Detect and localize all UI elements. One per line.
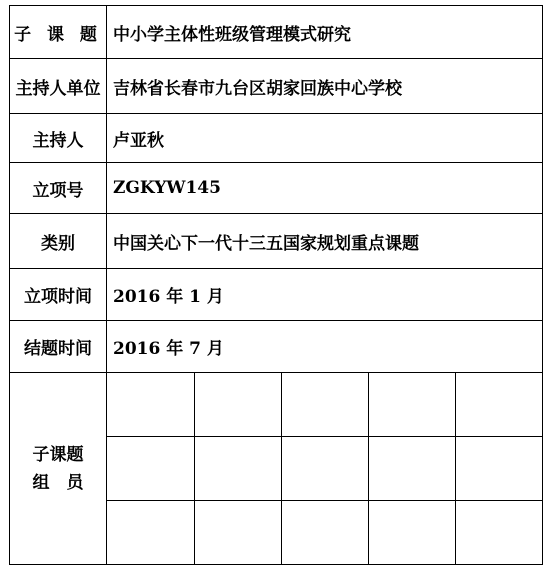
row-members (10, 373, 543, 565)
members-grid (107, 373, 542, 564)
members-grid-row (107, 437, 542, 501)
value-host-unit: 吉林省长春市九台区胡家回族中心学校 (107, 59, 543, 114)
row-subtopic (10, 6, 543, 59)
row-category (10, 214, 543, 269)
label-members-line2: 组 员 (32, 472, 84, 493)
label-project-number: 立项号 (10, 163, 107, 214)
row-host-unit (10, 59, 543, 114)
value-project-number: ZGKYW145 (107, 163, 543, 214)
label-members-line1: 子课题 (32, 444, 84, 465)
member-cell (281, 373, 368, 437)
label-end-date: 结题时间 (10, 321, 107, 373)
member-cell (107, 437, 194, 501)
row-project-number (10, 163, 543, 214)
member-cell (194, 373, 281, 437)
row-end-date (10, 321, 543, 373)
members-grid-row (107, 501, 542, 565)
value-category: 中国关心下一代十三五国家规划重点课题 (107, 214, 543, 269)
label-members (10, 373, 107, 565)
label-category: 类别 (10, 214, 107, 269)
members-grid-row (107, 373, 542, 437)
value-end-date: 2016 年 7 月 (107, 321, 543, 373)
row-host (10, 114, 543, 163)
member-cell (107, 501, 194, 565)
project-info-sheet (9, 5, 543, 565)
member-cell (368, 373, 455, 437)
member-cell (281, 437, 368, 501)
members-grid-container (107, 373, 543, 565)
member-cell (194, 501, 281, 565)
project-info-table (9, 5, 543, 565)
member-cell (107, 373, 194, 437)
label-host-unit: 主持人单位 (10, 59, 107, 114)
member-cell (455, 437, 542, 501)
value-start-date: 2016 年 1 月 (107, 269, 543, 321)
row-start-date (10, 269, 543, 321)
member-cell (455, 501, 542, 565)
member-cell (455, 373, 542, 437)
value-subtopic: 中小学主体性班级管理模式研究 (107, 6, 543, 59)
value-host: 卢亚秋 (107, 114, 543, 163)
member-cell (368, 437, 455, 501)
label-subtopic: 子 课 题 (10, 6, 107, 59)
member-cell (194, 437, 281, 501)
label-start-date: 立项时间 (10, 269, 107, 321)
label-host: 主持人 (10, 114, 107, 163)
member-cell (281, 501, 368, 565)
member-cell (368, 501, 455, 565)
